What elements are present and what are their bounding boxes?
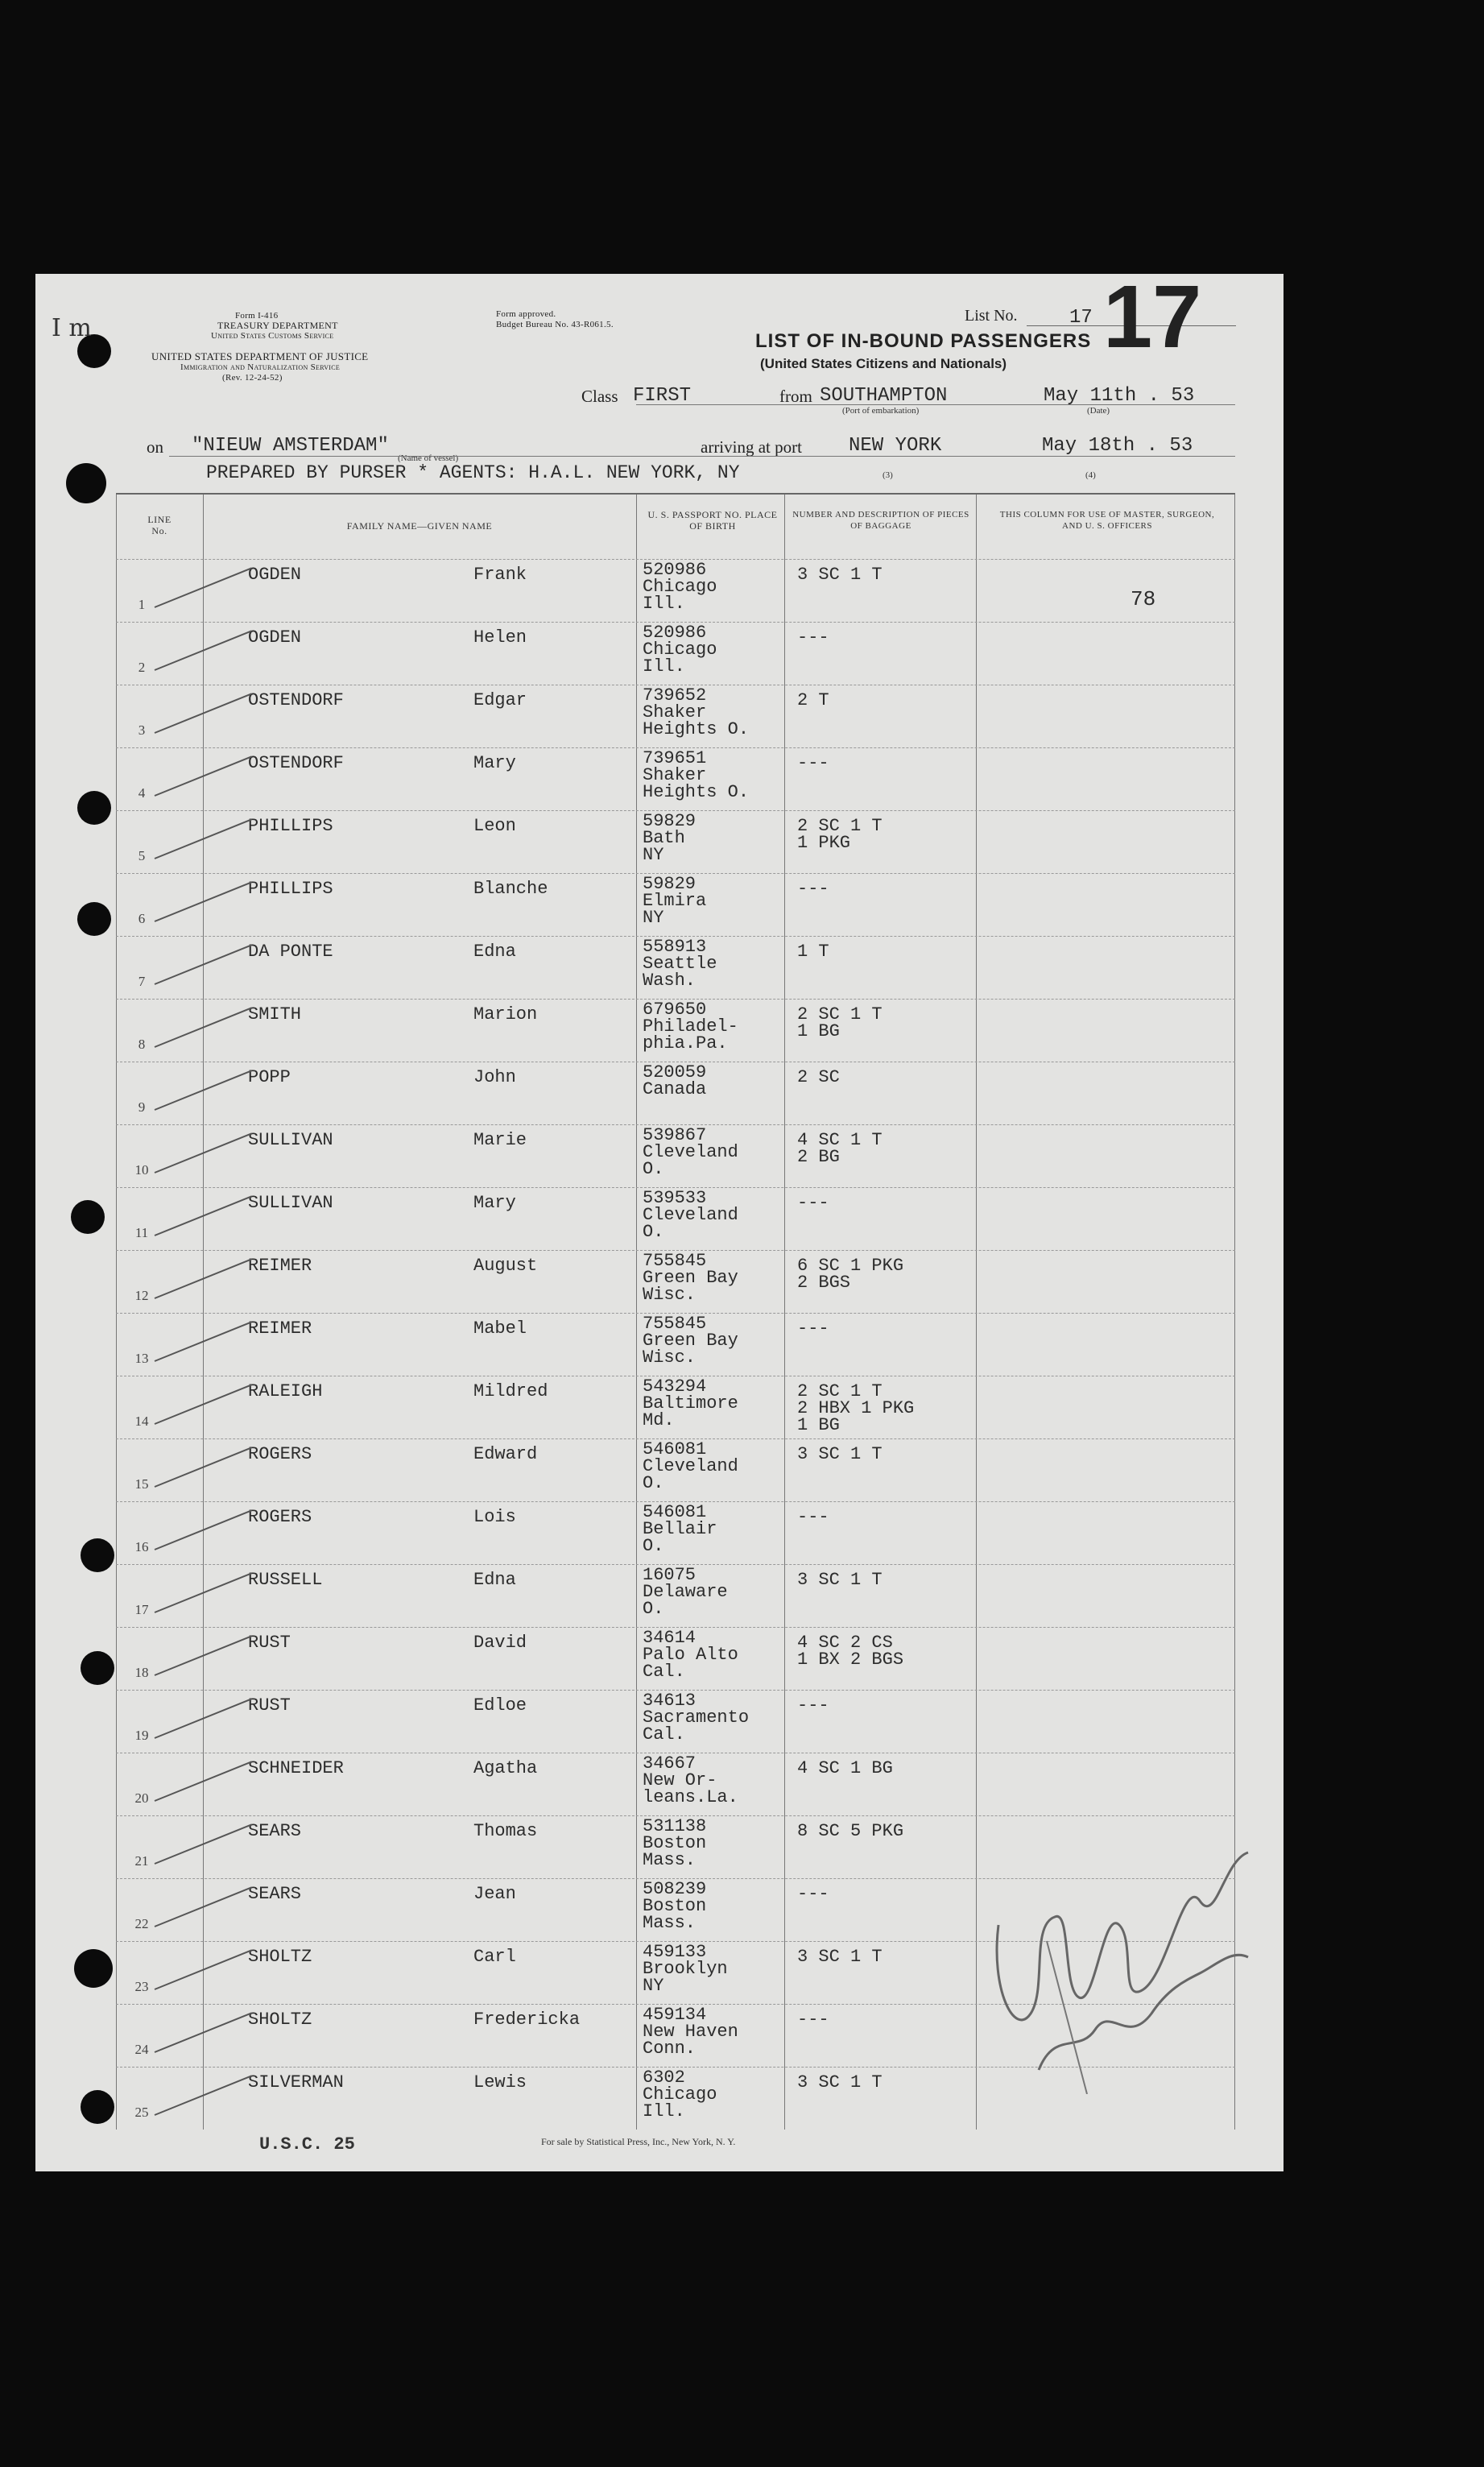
checkmark-stroke (155, 693, 252, 734)
passport-number: 755845 (643, 1251, 707, 1271)
line-number: 9 (138, 1099, 146, 1115)
birth-place-2: NY (643, 908, 664, 928)
birth-place-2: O. (643, 1159, 664, 1179)
baggage-line-1: 3 SC 1 T (797, 2072, 883, 2092)
punch-hole (77, 791, 111, 825)
family-name: POPP (248, 1067, 291, 1087)
table-row (116, 999, 1235, 1062)
table-row (116, 1753, 1235, 1816)
family-name: SHOLTZ (248, 1947, 312, 1967)
passport-number: 520986 (643, 623, 707, 643)
baggage-line-1: 8 SC 5 PKG (797, 1821, 904, 1841)
baggage-line-1: --- (797, 1884, 829, 1904)
prepared-by: PREPARED BY PURSER * AGENTS: H.A.L. NEW YORK, NY (206, 462, 740, 483)
embarkation-port: SOUTHAMPTON (820, 385, 948, 407)
on-line-rule (169, 456, 1235, 457)
checkmark-stroke (155, 1447, 252, 1488)
checkmark-stroke (155, 755, 252, 797)
line-number: 4 (138, 785, 146, 801)
baggage-line-1: --- (797, 1318, 829, 1339)
line-number: 7 (138, 974, 146, 989)
punch-hole (81, 1651, 114, 1685)
line-number: 3 (138, 722, 146, 738)
baggage-line-1: 3 SC 1 T (797, 1947, 883, 1967)
birth-place: Boston (643, 1833, 707, 1853)
passport-number: 520059 (643, 1062, 707, 1082)
passport-number: 755845 (643, 1314, 707, 1334)
checkmark-stroke (155, 1321, 252, 1362)
checkmark-stroke (155, 1384, 252, 1425)
birth-place-2: O. (643, 1222, 664, 1242)
table-row (116, 622, 1235, 685)
baggage-line-2: 1 BG (797, 1021, 840, 1041)
arriving-label: arriving at port (701, 437, 802, 457)
baggage-line-1: --- (797, 1695, 829, 1716)
line-number: 14 (134, 1414, 149, 1429)
given-name: John (473, 1067, 516, 1087)
baggage-line-1: 2 SC 1 T (797, 1381, 883, 1401)
birth-place: Palo Alto (643, 1645, 738, 1665)
birth-place-2: Ill. (643, 594, 685, 614)
given-name: Frank (473, 565, 527, 585)
birth-place-2: Cal. (643, 1662, 685, 1682)
stamped-list-number: 17 (1103, 267, 1202, 366)
family-name: RALEIGH (248, 1381, 323, 1401)
checkmark-stroke (155, 944, 252, 985)
table-row (116, 873, 1235, 937)
passport-number: 739651 (643, 748, 707, 768)
birth-place: Seattle (643, 954, 717, 974)
class-value: FIRST (633, 385, 692, 407)
passport-number: 6302 (643, 2068, 685, 2088)
birth-place: New Haven (643, 2022, 738, 2042)
passport-number: 539867 (643, 1125, 707, 1145)
ins-service: Immigration and Naturalization Service (180, 362, 341, 372)
baggage-line-1: 2 SC (797, 1067, 840, 1087)
passport-number: 558913 (643, 937, 707, 957)
family-name: ROGERS (248, 1444, 312, 1464)
checkmark-stroke (155, 1007, 252, 1048)
family-name: SMITH (248, 1004, 302, 1024)
checkmark-stroke (155, 818, 252, 859)
corner-note: I m (52, 314, 92, 342)
birth-place: Canada (643, 1079, 707, 1099)
date-caption: (Date) (1087, 406, 1110, 416)
punch-hole (81, 1538, 114, 1572)
birth-place: Cleveland (643, 1456, 738, 1476)
punch-hole (74, 1949, 113, 1988)
baggage-line-1: --- (797, 753, 829, 773)
baggage-line-2: 1 PKG (797, 833, 851, 853)
line-number: 25 (134, 2105, 149, 2120)
line-number: 10 (134, 1162, 149, 1178)
arrival-date: May 18th . 53 (1042, 435, 1193, 457)
vessel-name: "NIEUW AMSTERDAM" (192, 435, 389, 457)
birth-place: Bellair (643, 1519, 717, 1539)
birth-place: Chicago (643, 577, 717, 597)
caption-4: (4) (1085, 470, 1096, 480)
birth-place-2: Mass. (643, 1850, 697, 1870)
passport-number: 59829 (643, 811, 697, 831)
checkmark-stroke (155, 1258, 252, 1299)
line-number: 23 (134, 1979, 149, 1994)
birth-place: Bath (643, 828, 685, 848)
revision: (Rev. 12-24-52) (222, 373, 283, 383)
passport-number: 739652 (643, 685, 707, 706)
line-number: 6 (138, 911, 146, 926)
checkmark-stroke (155, 2075, 252, 2116)
passport-number: 16075 (643, 1565, 697, 1585)
birth-place: Elmira (643, 891, 707, 911)
given-name: Helen (473, 627, 527, 648)
birth-place-2: leans.La. (643, 1787, 738, 1807)
baggage-line-1: 2 SC 1 T (797, 1004, 883, 1024)
birth-place-2: Wash. (643, 971, 697, 991)
given-name: Marion (473, 1004, 538, 1024)
line-number: 18 (134, 1665, 149, 1680)
checkmark-stroke (155, 881, 252, 922)
line-number: 20 (134, 1790, 149, 1806)
passport-number: 679650 (643, 1000, 707, 1020)
given-name: Mabel (473, 1318, 527, 1339)
family-name: ROGERS (248, 1507, 312, 1527)
passport-number: 34667 (643, 1753, 697, 1774)
caption-3: (3) (883, 470, 893, 480)
family-name: REIMER (248, 1256, 312, 1276)
punch-hole (66, 463, 106, 503)
given-name: August (473, 1256, 538, 1276)
checkmark-stroke (155, 1949, 252, 1990)
form-approved: Form approved. (496, 309, 556, 319)
given-name: Jean (473, 1884, 516, 1904)
birth-place-2: NY (643, 1976, 664, 1996)
checkmark-stroke (155, 1195, 252, 1236)
class-label: Class (581, 387, 618, 406)
birth-place: Delaware (643, 1582, 728, 1602)
line-number: 21 (134, 1853, 149, 1869)
col-header-officers: THIS COLUMN FOR USE OF MASTER, SURGEON, AND U. S. OFFICERS (999, 510, 1215, 531)
col-header-passport: U. S. PASSPORT NO. PLACE OF BIRTH (647, 509, 778, 532)
line-number: 12 (134, 1288, 149, 1303)
checkmark-stroke (155, 1572, 252, 1613)
family-name: REIMER (248, 1318, 312, 1339)
checkmark-stroke (155, 1761, 252, 1802)
given-name: Mary (473, 1193, 516, 1213)
table-row (116, 1564, 1235, 1628)
port-caption: (Port of embarkation) (842, 406, 920, 416)
birth-place-2: Md. (643, 1410, 675, 1430)
birth-place-2: Ill. (643, 2101, 685, 2121)
birth-place: New Or- (643, 1770, 717, 1790)
given-name: David (473, 1633, 527, 1653)
family-name: SILVERMAN (248, 2072, 344, 2092)
birth-place-2: Cal. (643, 1724, 685, 1745)
col-header-line: LINE No. (147, 514, 172, 536)
arrival-port: NEW YORK (849, 435, 942, 457)
given-name: Fredericka (473, 2010, 581, 2030)
form-number: Form I-416 (235, 311, 279, 321)
col-header-name: FAMILY NAME—GIVEN NAME (346, 520, 493, 532)
line-number: 17 (134, 1602, 149, 1617)
family-name: PHILLIPS (248, 816, 333, 836)
table-row (116, 1438, 1235, 1502)
passport-number: 546081 (643, 1439, 707, 1459)
given-name: Lewis (473, 2072, 527, 2092)
treasury-dept: TREASURY DEPARTMENT (217, 320, 338, 331)
punch-hole (77, 902, 111, 936)
line-number: 22 (134, 1916, 149, 1931)
baggage-line-1: 6 SC 1 PKG (797, 1256, 904, 1276)
line-number: 1 (138, 597, 146, 612)
baggage-line-1: 3 SC 1 T (797, 1444, 883, 1464)
table-row (116, 1376, 1235, 1439)
family-name: SEARS (248, 1884, 302, 1904)
table-row (116, 1062, 1235, 1125)
given-name: Agatha (473, 1758, 538, 1778)
footer-usc: U.S.C. 25 (259, 2134, 355, 2154)
checkmark-stroke (155, 1132, 252, 1173)
family-name: SCHNEIDER (248, 1758, 344, 1778)
checkmark-stroke (155, 1698, 252, 1739)
baggage-line-2: 2 BGS (797, 1273, 851, 1293)
given-name: Edloe (473, 1695, 527, 1716)
birth-place-2: Wisc. (643, 1285, 697, 1305)
birth-place-2: Mass. (643, 1913, 697, 1933)
checkmark-stroke (155, 1823, 252, 1865)
checkmark-stroke (155, 567, 252, 608)
family-name: OGDEN (248, 565, 302, 585)
given-name: Lois (473, 1507, 516, 1527)
line-number: 16 (134, 1539, 149, 1554)
family-name: SHOLTZ (248, 2010, 312, 2030)
punch-hole (71, 1200, 105, 1234)
passport-number: 508239 (643, 1879, 707, 1899)
baggage-line-1: 1 T (797, 942, 829, 962)
on-label: on (147, 437, 163, 457)
table-row (116, 1124, 1235, 1188)
line-number: 2 (138, 660, 146, 675)
line-number: 15 (134, 1476, 149, 1492)
punch-hole (81, 2090, 114, 2124)
baggage-line-1: --- (797, 627, 829, 648)
justice-dept: UNITED STATES DEPARTMENT OF JUSTICE (151, 350, 369, 362)
baggage-line-1: 4 SC 1 T (797, 1130, 883, 1150)
baggage-line-1: 4 SC 1 BG (797, 1758, 893, 1778)
given-name: Edward (473, 1444, 538, 1464)
checkmark-stroke (155, 1509, 252, 1550)
baggage-line-2: 2 HBX 1 PKG (797, 1398, 915, 1418)
baggage-line-1: 4 SC 2 CS (797, 1633, 893, 1653)
budget-bureau: Budget Bureau No. 43-R061.5. (496, 320, 614, 329)
birth-place: Chicago (643, 640, 717, 660)
vessel-caption: (Name of vessel) (398, 453, 459, 463)
birth-place-2: Heights O. (643, 782, 750, 802)
line-number: 13 (134, 1351, 149, 1366)
birth-place: Shaker (643, 765, 707, 785)
birth-place-2: Ill. (643, 656, 685, 677)
checkmark-stroke (155, 2012, 252, 2053)
birth-place: Cleveland (643, 1142, 738, 1162)
table-row (116, 747, 1235, 811)
baggage-line-2: 1 BX 2 BGS (797, 1649, 904, 1670)
line-number: 19 (134, 1728, 149, 1743)
line-number: 24 (134, 2042, 149, 2057)
checkmark-stroke (155, 1886, 252, 1927)
passport-number: 34614 (643, 1628, 697, 1648)
passport-number: 59829 (643, 874, 697, 894)
birth-place-2: phia.Pa. (643, 1033, 728, 1053)
table-row (116, 1250, 1235, 1314)
birth-place: Philadel- (643, 1016, 738, 1037)
passport-number: 531138 (643, 1816, 707, 1836)
given-name: Blanche (473, 879, 548, 899)
line-number: 8 (138, 1037, 146, 1052)
baggage-line-1: 2 T (797, 690, 829, 710)
given-name: Thomas (473, 1821, 538, 1841)
footer-sale: For sale by Statistical Press, Inc., New York, N. Y. (541, 2136, 736, 2147)
family-name: DA PONTE (248, 942, 333, 962)
customs-service: United States Customs Service (211, 331, 334, 341)
table-row (116, 1187, 1235, 1251)
line-number: 5 (138, 848, 146, 863)
birth-place-2: O. (643, 1599, 664, 1619)
baggage-line-1: 3 SC 1 T (797, 1570, 883, 1590)
line-number: 11 (134, 1225, 149, 1240)
table-row (116, 936, 1235, 1000)
birth-place: Green Bay (643, 1268, 738, 1288)
birth-place: Green Bay (643, 1331, 738, 1351)
birth-place-2: Conn. (643, 2039, 697, 2059)
baggage-line-1: --- (797, 1193, 829, 1213)
family-name: RUST (248, 1633, 291, 1653)
checkmark-stroke (155, 1635, 252, 1676)
birth-place-2: O. (643, 1473, 664, 1493)
given-name: Edna (473, 942, 516, 962)
baggage-line-1: --- (797, 1507, 829, 1527)
birth-place: Boston (643, 1896, 707, 1916)
from-label: from (779, 387, 812, 406)
passport-number: 459134 (643, 2005, 707, 2025)
passport-number: 520986 (643, 560, 707, 580)
baggage-line-1: --- (797, 2010, 829, 2030)
baggage-line-3: 1 BG (797, 1415, 840, 1435)
manifest-title: LIST OF IN-BOUND PASSENGERS (755, 330, 1092, 352)
table-row (116, 1690, 1235, 1753)
col-header-baggage: NUMBER AND DESCRIPTION OF PIECES OF BAGGAGE (792, 510, 969, 531)
list-no-label: List No. (965, 307, 1018, 325)
given-name: Mildred (473, 1381, 548, 1401)
family-name: OSTENDORF (248, 690, 344, 710)
passport-number: 539533 (643, 1188, 707, 1208)
family-name: PHILLIPS (248, 879, 333, 899)
given-name: Mary (473, 753, 516, 773)
family-name: RUST (248, 1695, 291, 1716)
family-name: SULLIVAN (248, 1193, 333, 1213)
family-name: SEARS (248, 1821, 302, 1841)
table-row (116, 810, 1235, 874)
checkmark-stroke (155, 1070, 252, 1111)
passport-number: 34613 (643, 1691, 697, 1711)
family-name: OSTENDORF (248, 753, 344, 773)
birth-place-2: NY (643, 845, 664, 865)
embarkation-date: May 11th . 53 (1044, 385, 1195, 407)
given-name: Carl (473, 1947, 516, 1967)
birth-place: Chicago (643, 2084, 717, 2105)
baggage-line-1: 2 SC 1 T (797, 816, 883, 836)
family-name: RUSSELL (248, 1570, 323, 1590)
table-row (116, 685, 1235, 748)
passport-number: 459133 (643, 1942, 707, 1962)
passport-number: 546081 (643, 1502, 707, 1522)
given-name: Marie (473, 1130, 527, 1150)
given-name: Edgar (473, 690, 527, 710)
birth-place: Brooklyn (643, 1959, 728, 1979)
table-row (116, 1627, 1235, 1691)
baggage-line-2: 2 BG (797, 1147, 840, 1167)
given-name: Edna (473, 1570, 516, 1590)
list-no-value: 17 (1069, 307, 1093, 329)
checkmark-stroke (155, 630, 252, 671)
birth-place: Cleveland (643, 1205, 738, 1225)
birth-place-2: Heights O. (643, 719, 750, 739)
family-name: SULLIVAN (248, 1130, 333, 1150)
officer-signature (982, 1828, 1272, 2094)
table-row (116, 1313, 1235, 1376)
manifest-subtitle: (United States Citizens and Nationals) (760, 356, 1007, 371)
officer-note: 78 (1131, 587, 1156, 611)
passport-number: 543294 (643, 1376, 707, 1397)
table-row (116, 559, 1235, 623)
given-name: Leon (473, 816, 516, 836)
baggage-line-1: 3 SC 1 T (797, 565, 883, 585)
family-name: OGDEN (248, 627, 302, 648)
birth-place-2: Wisc. (643, 1347, 697, 1368)
birth-place: Baltimore (643, 1393, 738, 1414)
table-row (116, 1501, 1235, 1565)
birth-place-2: O. (643, 1536, 664, 1556)
baggage-line-1: --- (797, 879, 829, 899)
birth-place: Shaker (643, 702, 707, 722)
class-line-rule (636, 404, 1235, 405)
birth-place: Sacramento (643, 1707, 750, 1728)
